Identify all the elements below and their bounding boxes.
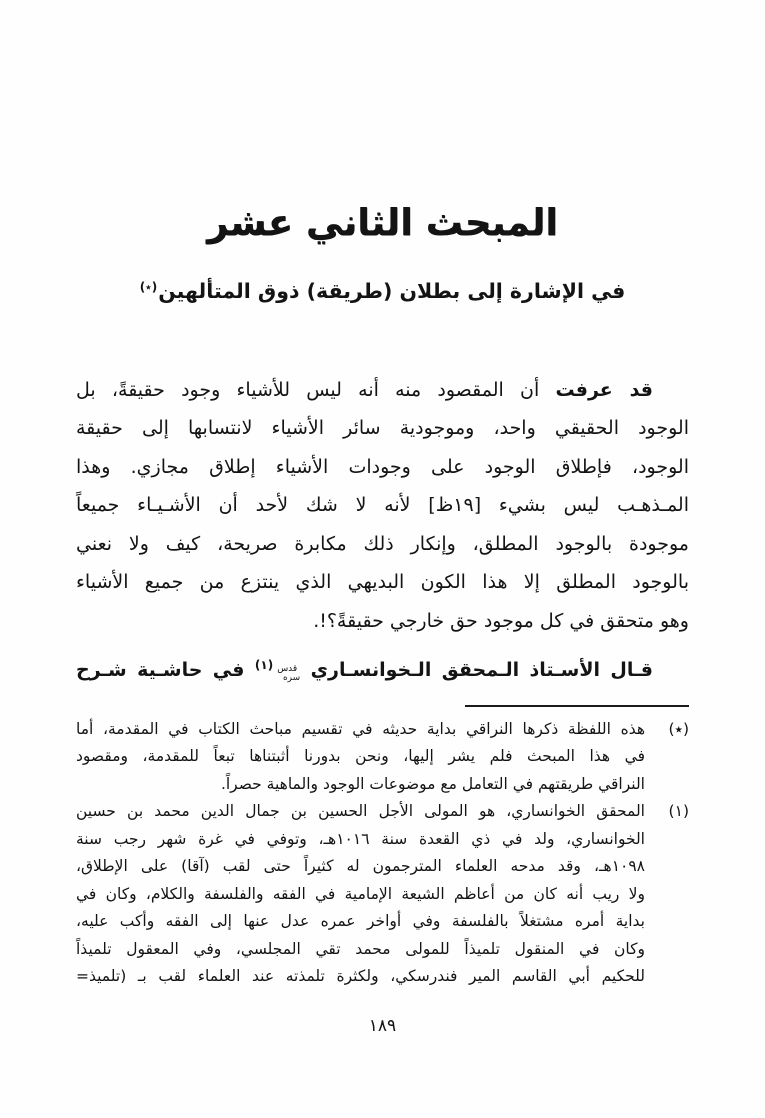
chapter-title: المبحث الثاني عشر	[207, 201, 558, 244]
footnote-line: الخوانساري، ولد في ذي القعدة سنة ١٠١٦هـ، وتوفي في غرة شهر رجب سنة	[76, 829, 645, 848]
footnote-text	[76, 798, 645, 991]
body-line: الوجود الحقيقي واحد، وموجودية سائر الأشياء لانتسابها إلى حقيقة	[76, 417, 689, 440]
quote-intro-line	[76, 646, 689, 690]
body-text	[76, 371, 689, 690]
footnote-marker: (١)	[668, 802, 689, 821]
body-line: بالوجود المطلق إلا هذا الكون البديهي الذي ينتزع من جميع الأشياء	[76, 571, 689, 594]
quote-intro-after: في حاشـية شـرح	[76, 659, 245, 682]
chapter-subtitle-text: في الإشارة إلى بطلان (طريقة) ذوق المتألهين	[158, 279, 626, 304]
quddisa-sirruh-symbol: قدس سره	[277, 663, 301, 684]
page-number: ١٨٩	[368, 1016, 397, 1036]
footnote-line: وكان في المنقول تلميذاً للمولى محمد تقي المجلسي، وفي المعقول تلميذاً	[76, 939, 645, 958]
body-line: الوجود، فإطلاق الوجود على وجودات الأشياء إطلاق مجازي. وهذا	[76, 455, 689, 478]
footnote-1	[76, 798, 689, 991]
footnote-line: بداية أمره مشتغلاً بالفلسفة وفي أواخر عمره عدل عنها إلى الفقه وأكب عليه،	[76, 912, 645, 931]
footnote-line: في هذا المبحث فلم يشر إليها، ونحن بدورنا أثبتناها تبعاً للمقدمة، ومقصود	[76, 747, 645, 766]
paragraph-lead: قد عرفت	[555, 378, 653, 401]
body-line	[76, 371, 689, 410]
footnote-line: المحقق الخوانساري، هو المولى الأجل الحسين بن جمال الدين محمد بن حسين	[76, 802, 645, 821]
body-line-text: أن المقصود منه أنه ليس للأشياء وجود حقيقةً، بل	[76, 378, 540, 401]
footnote-star	[76, 716, 689, 799]
footnotes-section	[76, 716, 689, 991]
footnote-ref-1: (١)	[254, 658, 274, 673]
quote-intro-before: قـال الأسـتاذ الـمحقق الـخوانسـاري	[310, 659, 653, 682]
footnote-line: ١٠٩٨هـ، وقد مدحه العلماء المترجمون له كثيراً حتى لقب (آقا) على الإطلاق،	[76, 857, 645, 876]
footnote-separator	[465, 705, 689, 707]
footnote-line: ولا ريب أنه كان من أعاظم الشيعة الإمامية في الفقه والفلسفة والكلام، وكان في	[76, 884, 645, 903]
chapter-subtitle	[76, 278, 689, 305]
body-line: المـذهـب ليس بشيء [١٩ظ] لأنه لا شك لأحد أن الأشـيـاء جميعاً	[76, 494, 689, 517]
body-line: وهو متحقق في كل موجود حق خارجي حقيقةً؟!.	[313, 609, 689, 632]
footnote-marker: (٭)	[668, 719, 689, 738]
footnote-line: للحكيم أبي القاسم المير فندرسكي، ولكثرة تلمذته عند العلماء لقب بـ (تلميذ=	[76, 967, 645, 986]
footnote-line: النراقي طريقتهم في التعامل مع موضوعات الوجود والماهية حصراً.	[220, 774, 645, 793]
footnote-text	[76, 716, 645, 799]
body-line: موجودة بالوجود المطلق، وإنكار ذلك مكابرة صريحة، كيف ولا نعني	[76, 532, 689, 555]
footnote-ref-star: (٭)	[139, 280, 158, 295]
footnote-line: هذه اللفظة ذكرها النراقي بداية حديثه في تقسيم مباحث الكتاب في المقدمة، أما	[76, 719, 645, 738]
